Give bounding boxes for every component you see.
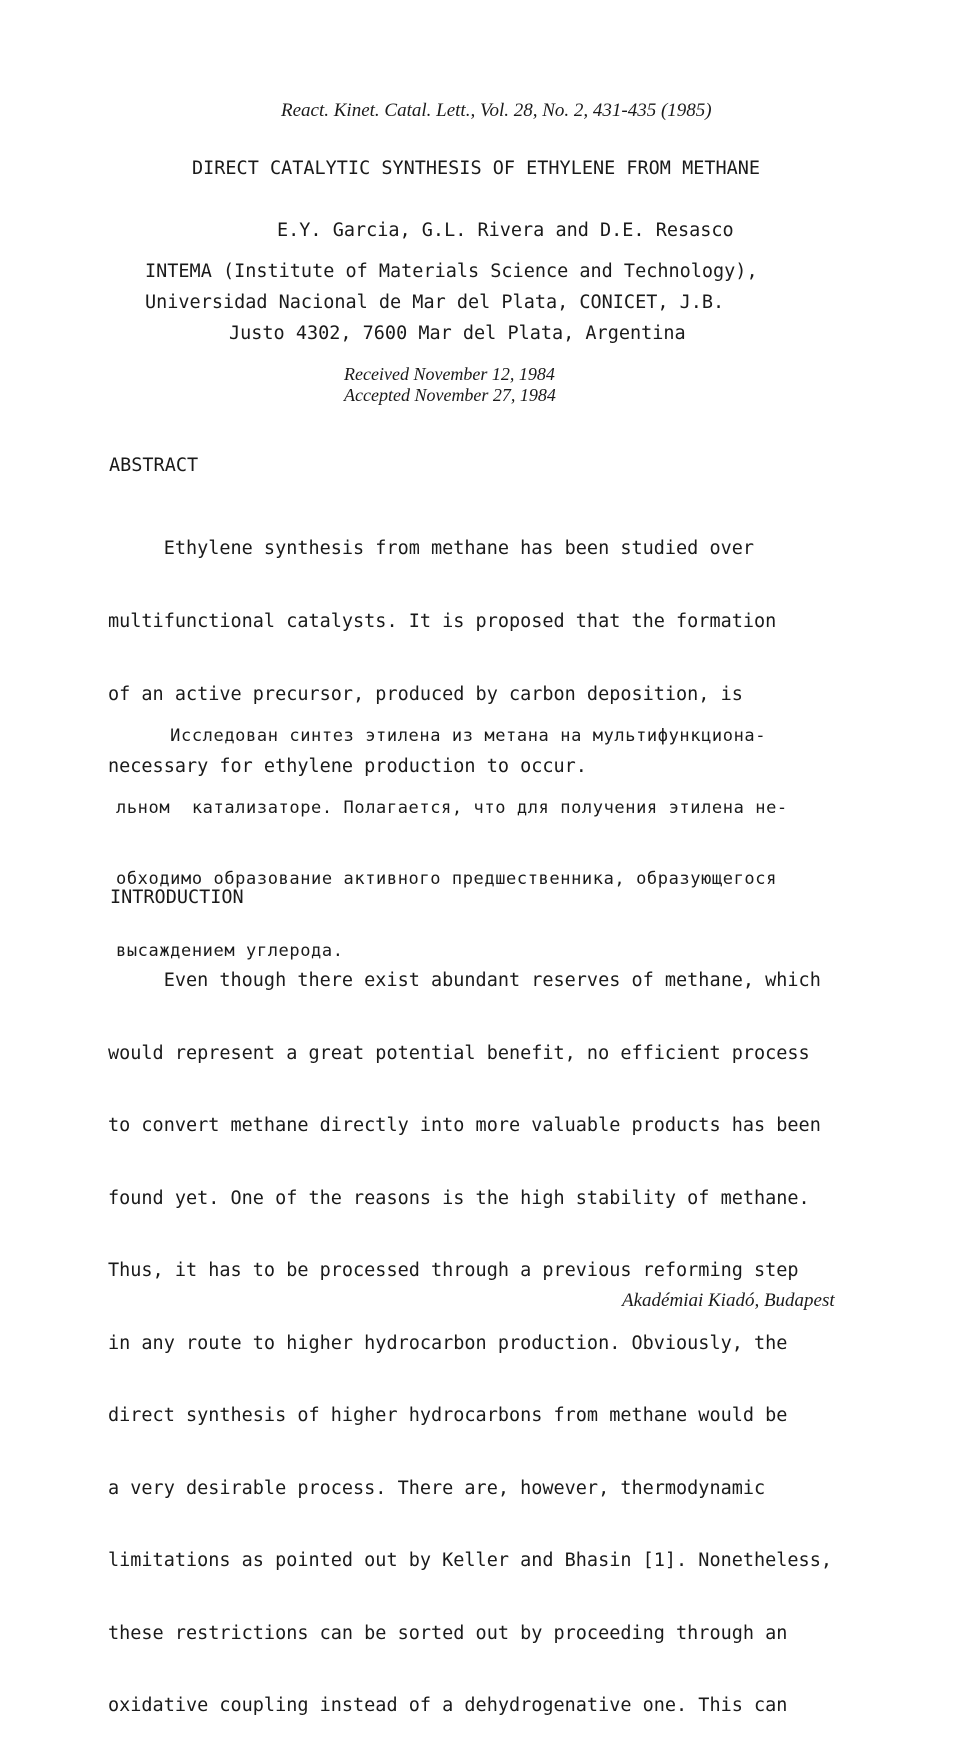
author-list: E.Y. Garcia, G.L. Rivera and D.E. Resasco — [277, 220, 734, 241]
introduction-line: these restrictions can be sorted out by proceeding through an — [108, 1622, 788, 1644]
journal-citation: React. Kinet. Catal. Lett., Vol. 28, No. 2, 431-435 (1985) — [281, 100, 712, 121]
affiliation-line-1: INTEMA (Institute of Materials Science and Technology), — [145, 261, 758, 282]
abstract-line: necessary for ethylene production to occur. — [108, 756, 587, 778]
abstract-line: of an active precursor, produced by carbon deposition, is — [108, 683, 743, 705]
abstract-line: multifunctional catalysts. It is proposed that the formation — [108, 610, 777, 632]
introduction-line: oxidative coupling instead of a dehydrogenative one. This can — [108, 1695, 788, 1716]
publisher-footer: Akadémiai Kiadó, Budapest — [622, 1290, 835, 1311]
introduction-line: Even though there exist abundant reserves of methane, which — [108, 970, 821, 991]
paper-title: DIRECT CATALYTIC SYNTHESIS OF ETHYLENE FROM METHANE — [192, 158, 761, 179]
introduction-body — [108, 924, 832, 1743]
introduction-line: in any route to higher hydrocarbon production. Obviously, the — [108, 1332, 788, 1354]
russian-abstract-line: высаждением углерода. — [116, 940, 344, 961]
introduction-line: would represent a great potential benefit, no efficient process — [108, 1042, 810, 1064]
introduction-line: a very desirable process. There are, however, thermodynamic — [108, 1477, 766, 1499]
abstract-line: Ethylene synthesis from methane has been studied over — [108, 538, 755, 559]
introduction-line: direct synthesis of higher hydrocarbons from methane would be — [108, 1405, 788, 1426]
russian-abstract-line: обходимо образование активного предшественника, образующегося — [116, 869, 777, 890]
russian-abstract-line: льном катализаторе. Полагается, что для получения этилена не- — [116, 797, 788, 818]
introduction-heading: INTRODUCTION — [110, 887, 244, 908]
russian-abstract-line: Исследован синтез этилена из метана на мультифункциона- — [116, 726, 767, 746]
affiliation-line-2: Universidad Nacional de Mar del Plata, CONICET, J.B. — [145, 292, 725, 313]
introduction-line: Thus, it has to be processed through a previous reforming step — [108, 1260, 799, 1281]
affiliation-line-3: Justo 4302, 7600 Mar del Plata, Argentina — [229, 323, 686, 344]
introduction-line: to convert methane directly into more valuable products has been — [108, 1115, 821, 1136]
introduction-line: found yet. One of the reasons is the high stability of methane. — [108, 1187, 810, 1209]
abstract-heading: ABSTRACT — [109, 455, 199, 476]
received-date: Received November 12, 1984 — [344, 364, 555, 384]
introduction-line: limitations as pointed out by Keller and Bhasin [1]. Nonetheless, — [108, 1550, 832, 1571]
accepted-date: Accepted November 27, 1984 — [344, 385, 556, 405]
